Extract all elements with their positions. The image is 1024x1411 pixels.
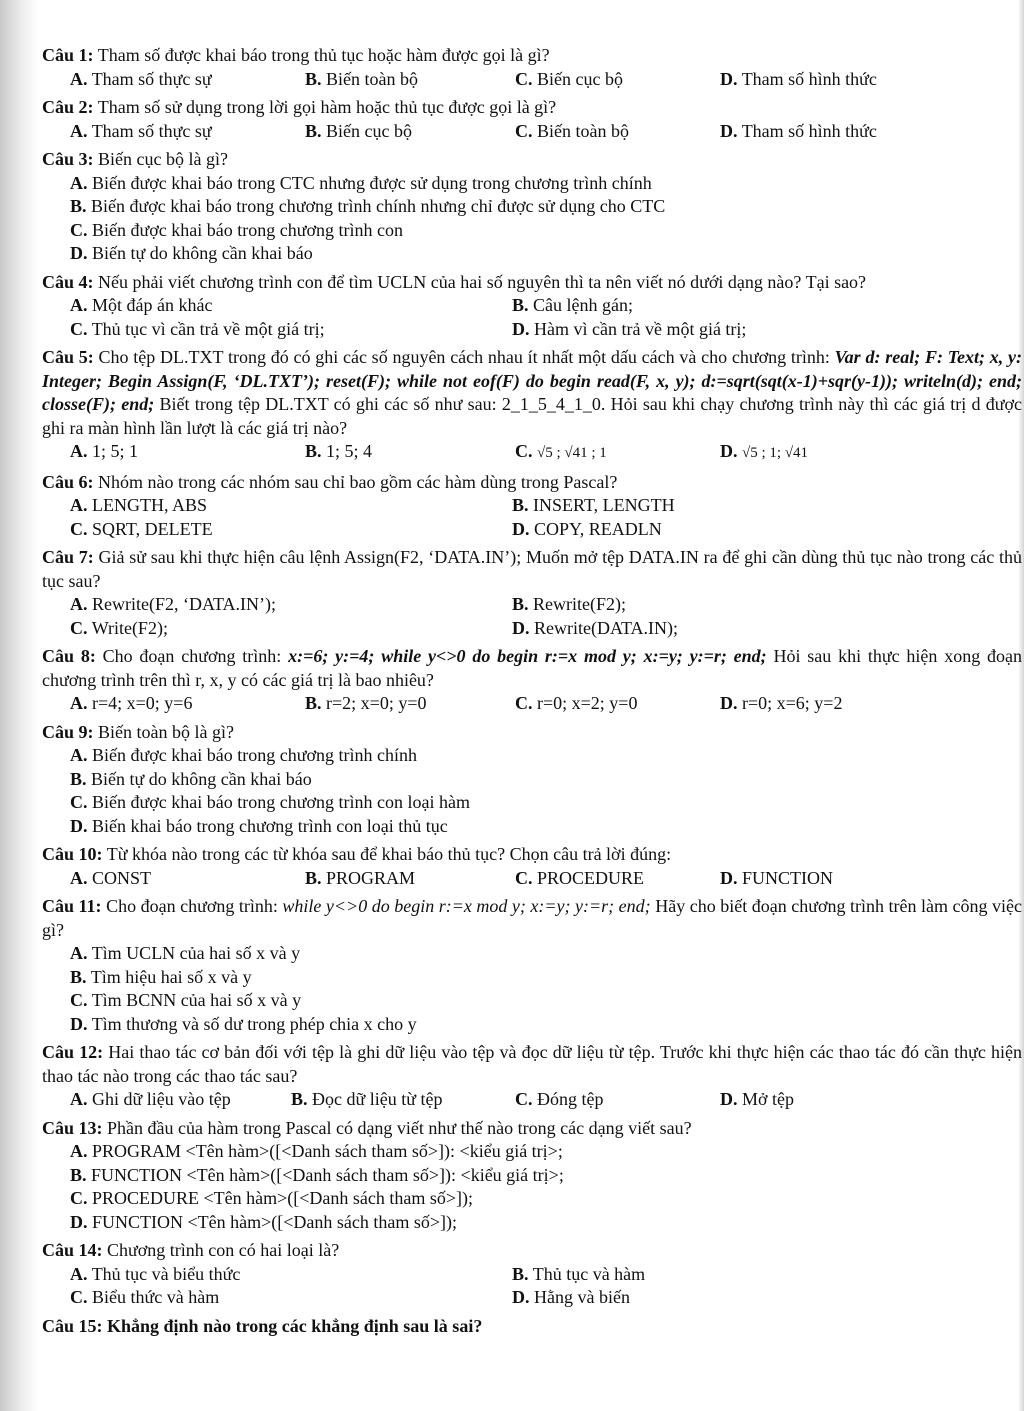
option-d[interactable]: D. FUNCTION bbox=[720, 867, 834, 888]
option-d[interactable]: D. Tham số hình thức bbox=[720, 68, 877, 89]
question-text: Biến cục bộ là gì? bbox=[98, 149, 228, 169]
option-c[interactable]: C. Biểu thức và hàm bbox=[70, 1287, 220, 1307]
option-a[interactable]: A. Biến được khai báo trong CTC nhưng được sử dụng trong chương trình chính bbox=[70, 172, 652, 193]
option-c[interactable]: C. SQRT, DELETE bbox=[70, 518, 213, 539]
option-a[interactable]: A. r=4; x=0; y=6 bbox=[70, 693, 193, 713]
option-b[interactable]: B. Tìm hiệu hai số x và y bbox=[70, 966, 252, 987]
option-c[interactable]: C. Biến được khai báo trong chương trình con loại hàm bbox=[70, 792, 470, 812]
question-text: Từ khóa nào trong các từ khóa sau để khai báo thủ tục? Chọn câu trả lời đúng: bbox=[106, 844, 672, 864]
question-text: Giả sử sau khi thực hiện câu lệnh Assign(F2, ‘DATA.IN’); Muốn mở tệp DATA.IN ra để ghi cần dùng thủ tục nào trong các thủ tục sau? bbox=[42, 547, 1023, 591]
question-text: Phần đầu của hàm trong Pascal có dạng viết như thế nào trong các dạng viết sau? bbox=[107, 1117, 692, 1138]
option-b[interactable]: B. PROGRAM bbox=[305, 867, 416, 888]
question-13 bbox=[42, 1117, 1022, 1235]
option-d[interactable]: D. Biến tự do không cần khai báo bbox=[70, 243, 313, 263]
option-a[interactable]: A. Biến được khai báo trong chương trình chính bbox=[70, 745, 417, 765]
option-d[interactable]: D. Hằng và biến bbox=[512, 1287, 630, 1307]
option-a[interactable]: A. Tham số thực sự bbox=[70, 120, 212, 141]
option-d[interactable]: D. Tham số hình thức bbox=[720, 120, 877, 141]
option-a[interactable]: A. 1; 5; 1 bbox=[70, 441, 139, 461]
question-number: Câu 2: bbox=[42, 97, 94, 117]
option-b[interactable]: B. INSERT, LENGTH bbox=[512, 495, 675, 515]
question-number: Câu 9: bbox=[42, 721, 94, 742]
question-15 bbox=[42, 1315, 1022, 1339]
option-d[interactable]: D. Mở tệp bbox=[720, 1089, 795, 1109]
question-11 bbox=[42, 895, 1022, 1036]
question-number: Câu 1: bbox=[42, 45, 94, 65]
question-number: Câu 12: bbox=[42, 1042, 104, 1062]
question-text: Cho tệp DL.TXT trong đó có ghi các số nguyên cách nhau ít nhất một dấu cách và cho chương trình: bbox=[98, 347, 830, 367]
option-c[interactable]: C. Đóng tệp bbox=[515, 1089, 604, 1109]
option-c[interactable]: C. Thủ tục vì cần trả về một giá trị; bbox=[70, 318, 325, 339]
question-number: Câu 11: bbox=[42, 896, 102, 916]
question-number: Câu 14: bbox=[42, 1240, 103, 1260]
option-b[interactable]: B. Rewrite(F2); bbox=[512, 594, 626, 614]
option-a[interactable]: A. Ghi dữ liệu vào tệp bbox=[70, 1089, 231, 1109]
question-text: Chương trình con có hai loại là? bbox=[107, 1240, 340, 1260]
option-c[interactable]: C. PROCEDURE <Tên hàm>([<Danh sách tham số>]); bbox=[70, 1188, 474, 1208]
option-d[interactable]: D. Tìm thương và số dư trong phép chia x cho y bbox=[70, 1013, 417, 1034]
question-number: Câu 4: bbox=[42, 271, 94, 292]
question-text: Biến toàn bộ là gì? bbox=[98, 721, 234, 742]
option-a[interactable]: A. Tham số thực sự bbox=[70, 68, 212, 89]
question-1 bbox=[42, 44, 1022, 91]
question-7 bbox=[42, 546, 1022, 640]
option-b[interactable]: B. r=2; x=0; y=0 bbox=[305, 693, 427, 713]
question-number: Câu 5: bbox=[42, 347, 94, 367]
question-number: Câu 7: bbox=[42, 547, 94, 567]
option-a[interactable]: A. CONST bbox=[70, 867, 152, 888]
option-b[interactable]: B. Biến tự do không cần khai báo bbox=[70, 768, 312, 789]
question-5 bbox=[42, 346, 1022, 466]
option-d[interactable]: D. FUNCTION <Tên hàm>([<Danh sách tham số>]); bbox=[70, 1211, 458, 1232]
question-number: Câu 3: bbox=[42, 149, 94, 169]
option-b[interactable]: B. FUNCTION <Tên hàm>([<Danh sách tham số>]): <kiểu giá trị>; bbox=[70, 1164, 564, 1185]
option-b[interactable]: B. 1; 5; 4 bbox=[305, 441, 373, 461]
option-b[interactable]: B. Câu lệnh gán; bbox=[512, 295, 633, 315]
option-c[interactable]: C. √5 ; √41 ; 1 bbox=[515, 441, 607, 461]
option-c[interactable]: C. Biến được khai báo trong chương trình con bbox=[70, 219, 403, 240]
code-snippet: while y<>0 do begin r:=x mod y; x:=y; y:=r; end; bbox=[282, 896, 651, 916]
question-14 bbox=[42, 1239, 1022, 1310]
code-snippet: Var d: real; F: Text; x, y: Integer; Begin Assign(F, ‘DL.TXT’); reset(F); while not eof(F) do begin read(F, x, y); d:=sqrt(sqt(x-1)+sqr(y-1)); writeln(d); end; closse(F); end; bbox=[42, 347, 1023, 414]
option-a[interactable]: A. Tìm UCLN của hai số x và y bbox=[70, 943, 301, 963]
question-3 bbox=[42, 148, 1022, 266]
question-text-continued: Hỏi sau khi thực hiện xong đoạn chương trình trên thì r, x, y có các giá trị là bao nhiêu? bbox=[42, 646, 1023, 690]
question-6 bbox=[42, 471, 1022, 542]
option-a[interactable]: A. Một đáp án khác bbox=[70, 295, 213, 315]
question-text-continued: Biết trong tệp DL.TXT có ghi các số như sau: 2_1_5_4_1_0. Hỏi sau khi chạy chương trình này thì các giá trị d được ghi ra màn hình lần lượt là các giá trị nào? bbox=[42, 394, 1023, 438]
option-a[interactable]: A. PROGRAM <Tên hàm>([<Danh sách tham số>]): <kiểu giá trị>; bbox=[70, 1141, 563, 1161]
exam-page bbox=[42, 44, 1022, 1338]
question-8 bbox=[42, 645, 1022, 716]
option-d[interactable]: D. Hàm vì cần trả về một giá trị; bbox=[512, 318, 747, 339]
option-d[interactable]: D. r=0; x=6; y=2 bbox=[720, 693, 843, 713]
option-c[interactable]: C. Write(F2); bbox=[70, 617, 168, 638]
question-text: Hai thao tác cơ bản đối với tệp là ghi dữ liệu vào tệp và đọc dữ liệu từ tệp. Trước khi thực hiện các thao tác đó cần thực hiện thao tác nào trong các thao tác sau? bbox=[42, 1042, 1023, 1086]
option-c[interactable]: C. Biến cục bộ bbox=[515, 68, 623, 89]
question-2 bbox=[42, 96, 1022, 143]
question-12 bbox=[42, 1041, 1022, 1112]
option-b[interactable]: B. Thủ tục và hàm bbox=[512, 1263, 646, 1284]
question-text: Cho đoạn chương trình: bbox=[106, 896, 278, 916]
option-d[interactable]: D. Biến khai báo trong chương trình con loại thủ tục bbox=[70, 815, 448, 836]
option-c[interactable]: C. PROCEDURE bbox=[515, 867, 645, 888]
option-b[interactable]: B. Biến toàn bộ bbox=[305, 68, 419, 89]
question-4 bbox=[42, 271, 1022, 342]
option-c[interactable]: C. r=0; x=2; y=0 bbox=[515, 693, 638, 713]
question-number: Câu 8: bbox=[42, 646, 96, 666]
question-number: Câu 6: bbox=[42, 471, 94, 492]
question-number: Câu 10: bbox=[42, 844, 103, 864]
question-text: Tham số sử dụng trong lời gọi hàm hoặc thủ tục được gọi là gì? bbox=[97, 97, 557, 117]
option-a[interactable]: A. Thủ tục và biểu thức bbox=[70, 1263, 241, 1284]
question-text: Khẳng định nào trong các khẳng định sau là sai? bbox=[107, 1315, 483, 1336]
option-d[interactable]: D. Rewrite(DATA.IN); bbox=[512, 617, 679, 638]
option-a[interactable]: A. LENGTH, ABS bbox=[70, 495, 208, 515]
question-number: Câu 15: bbox=[42, 1315, 103, 1336]
question-text: Cho đoạn chương trình: bbox=[102, 646, 282, 666]
question-10 bbox=[42, 843, 1022, 890]
option-c[interactable]: C. Biến toàn bộ bbox=[515, 120, 629, 141]
option-c[interactable]: C. Tìm BCNN của hai số x và y bbox=[70, 990, 302, 1010]
option-b[interactable]: B. Biến được khai báo trong chương trình chính nhưng chỉ được sử dụng cho CTC bbox=[70, 196, 666, 216]
question-text: Nhóm nào trong các nhóm sau chỉ bao gồm các hàm dùng trong Pascal? bbox=[98, 471, 618, 492]
question-text-continued: Hãy cho biết đoạn chương trình trên làm công việc gì? bbox=[42, 896, 1023, 940]
question-text: Nếu phải viết chương trình con để tìm UCLN của hai số nguyên thì ta nên viết nó dưới dạng nào? Tại sao? bbox=[98, 271, 867, 292]
option-d[interactable]: D. COPY, READLN bbox=[512, 518, 662, 539]
option-d[interactable]: D. √5 ; 1; √41 bbox=[720, 441, 809, 461]
page-left-shadow bbox=[0, 0, 38, 1411]
question-9 bbox=[42, 721, 1022, 839]
option-b[interactable]: B. Biến cục bộ bbox=[305, 120, 412, 141]
code-snippet: x:=6; y:=4; while y<>0 do begin r:=x mod y; x:=y; y:=r; end; bbox=[288, 646, 767, 666]
question-text: Tham số được khai báo trong thủ tục hoặc hàm được gọi là gì? bbox=[97, 45, 550, 65]
question-number: Câu 13: bbox=[42, 1117, 103, 1138]
option-a[interactable]: A. Rewrite(F2, ‘DATA.IN’); bbox=[70, 594, 277, 614]
option-b[interactable]: B. Đọc dữ liệu từ tệp bbox=[291, 1089, 443, 1109]
